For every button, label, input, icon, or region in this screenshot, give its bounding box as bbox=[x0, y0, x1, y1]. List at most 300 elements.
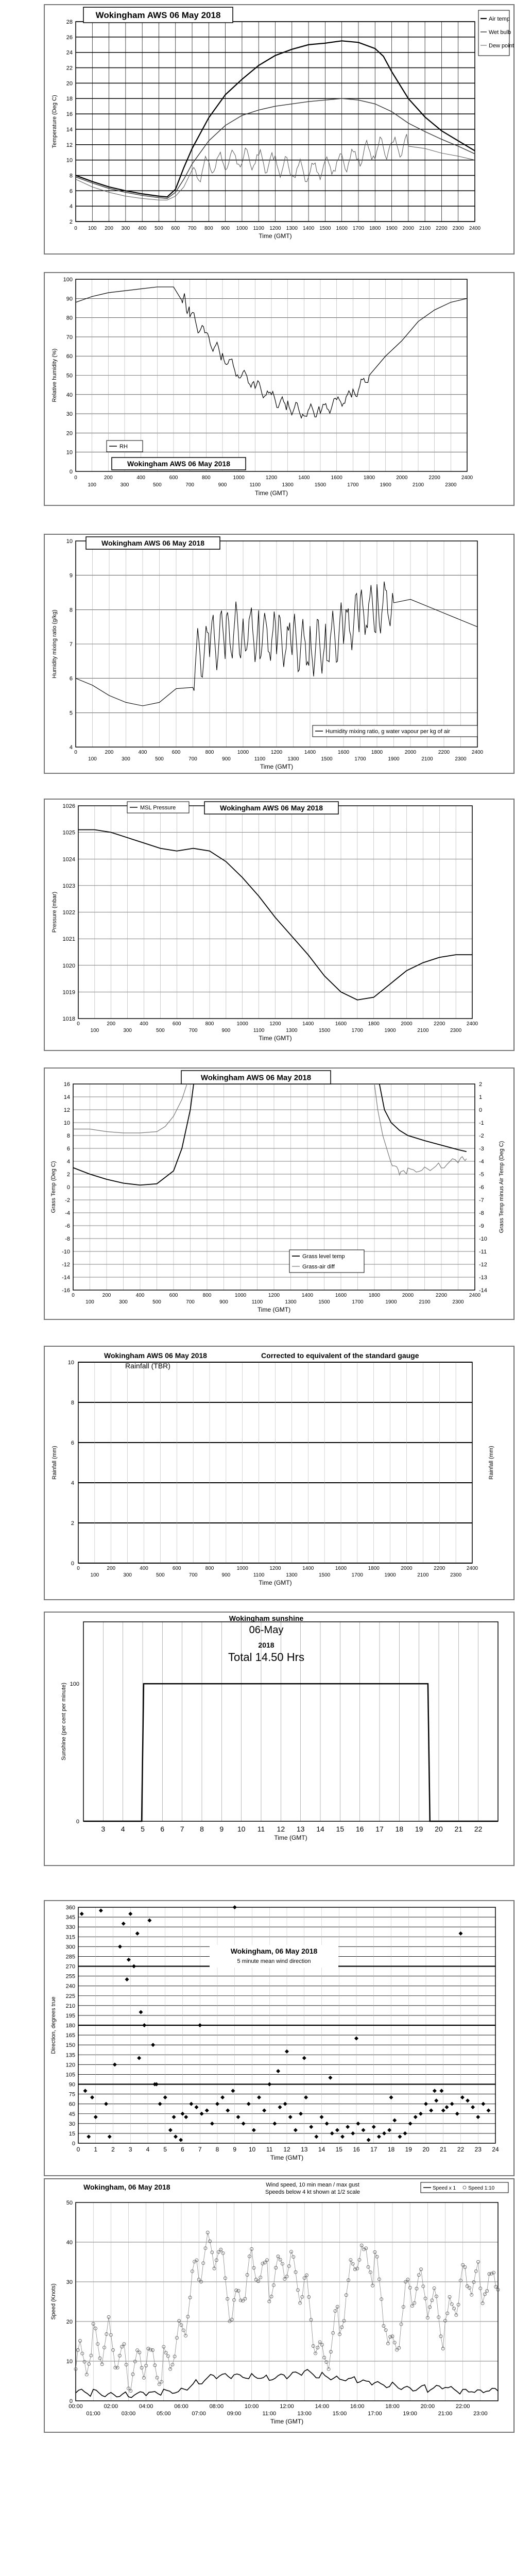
x-tick-label: 3 bbox=[128, 2146, 132, 2153]
direction-point bbox=[346, 2125, 350, 2129]
direction-point bbox=[257, 2095, 261, 2099]
direction-point bbox=[278, 2105, 282, 2109]
x-axis-label: Time (GMT) bbox=[257, 1306, 291, 1313]
x-tick-label: 0 bbox=[77, 1566, 80, 1571]
direction-point bbox=[424, 2102, 428, 2106]
x-tick-label: 500 bbox=[154, 226, 163, 231]
y-tick-label: 12 bbox=[66, 142, 73, 148]
x-tick-label: 1900 bbox=[385, 1299, 397, 1305]
x-tick-label: 08:00 bbox=[209, 2403, 224, 2410]
x-tick-label: 13 bbox=[301, 2146, 308, 2153]
x-tick-label: 500 bbox=[152, 1299, 161, 1305]
x-tick-label: 10 bbox=[248, 2146, 256, 2153]
x-tick-label: 2000 bbox=[401, 1021, 413, 1027]
y-tick-label: 20 bbox=[66, 2319, 73, 2325]
direction-point bbox=[147, 1918, 151, 1922]
y-tick-label: 1026 bbox=[62, 803, 75, 809]
x-tick-label: 1 bbox=[94, 2146, 98, 2153]
x-tick-label: 100 bbox=[88, 756, 97, 762]
direction-point bbox=[320, 2115, 324, 2119]
direction-point bbox=[354, 2036, 358, 2040]
direction-point bbox=[127, 1958, 131, 1962]
x-tick-label: 20:00 bbox=[420, 2403, 435, 2410]
x-tick-label: 2300 bbox=[450, 1028, 462, 1033]
x-tick-label: 800 bbox=[205, 1021, 214, 1027]
x-tick-label: 800 bbox=[205, 750, 214, 755]
x-tick-label: 200 bbox=[107, 1021, 116, 1027]
x-tick-label: 400 bbox=[138, 750, 147, 755]
x-tick-label: 2100 bbox=[417, 1572, 429, 1578]
chart-year: 2018 bbox=[258, 1641, 274, 1649]
x-tick-label: 1900 bbox=[386, 226, 398, 231]
x-tick-label: 0 bbox=[77, 1021, 80, 1027]
direction-point bbox=[247, 2102, 251, 2106]
x-tick-label: 16 bbox=[355, 1825, 364, 1833]
legend-label: Speed 1:10 bbox=[468, 2185, 495, 2191]
y-tick-label: 4 bbox=[69, 744, 73, 751]
direction-point bbox=[128, 1912, 132, 1916]
direction-point bbox=[304, 2095, 308, 2099]
y-tick-label: 315 bbox=[65, 1934, 75, 1941]
x-tick-label: 800 bbox=[201, 475, 211, 481]
x-tick-label: 100 bbox=[88, 226, 97, 231]
x-tick-label: 1800 bbox=[368, 1566, 380, 1571]
x-tick-label: 1100 bbox=[249, 482, 261, 488]
y-tick-label: 1021 bbox=[62, 936, 75, 943]
x-tick-label: 22:00 bbox=[455, 2403, 470, 2410]
wind-direction-panel bbox=[44, 1900, 514, 2176]
direction-point bbox=[113, 2062, 117, 2066]
y-tick-label: 0 bbox=[69, 469, 73, 475]
x-tick-label: 1100 bbox=[251, 1299, 263, 1305]
y-tick-label: 345 bbox=[65, 1914, 75, 1921]
direction-point bbox=[108, 2134, 112, 2139]
direction-point bbox=[172, 2115, 176, 2119]
y-tick-label: 4 bbox=[71, 1480, 74, 1486]
x-tick-label: 9 bbox=[233, 2146, 237, 2153]
direction-point bbox=[236, 2115, 241, 2119]
mixing-ratio-chart bbox=[45, 535, 511, 771]
x-tick-label: 18:00 bbox=[385, 2403, 400, 2410]
x-tick-label: 2400 bbox=[469, 226, 481, 231]
y-tick-label: 20 bbox=[66, 80, 73, 87]
y2-tick-label: -12 bbox=[479, 1262, 487, 1268]
x-tick-label: 4 bbox=[121, 1825, 125, 1833]
direction-point bbox=[262, 2108, 266, 2112]
y-tick-label: 30 bbox=[66, 2279, 73, 2285]
y-tick-label: 14 bbox=[63, 1094, 70, 1100]
y-tick-label: 90 bbox=[68, 2081, 75, 2088]
x-tick-label: 900 bbox=[221, 1028, 231, 1033]
direction-point bbox=[481, 2102, 485, 2106]
x-tick-label: 2100 bbox=[421, 756, 433, 762]
x-tick-label: 100 bbox=[90, 1572, 99, 1578]
x-tick-label: 1500 bbox=[321, 756, 333, 762]
direction-point bbox=[231, 2089, 235, 2093]
y-tick-label: 28 bbox=[66, 19, 73, 25]
x-tick-label: 07:00 bbox=[192, 2411, 206, 2417]
x-tick-label: 400 bbox=[135, 1293, 145, 1298]
x-tick-label: 19 bbox=[405, 2146, 412, 2153]
x-tick-label: 400 bbox=[138, 226, 147, 231]
direction-point bbox=[330, 2131, 334, 2136]
direction-point bbox=[441, 2108, 445, 2112]
y-tick-label: 9 bbox=[69, 572, 73, 579]
x-tick-label: 300 bbox=[119, 1299, 128, 1305]
direction-point bbox=[408, 2122, 413, 2126]
x-tick-label: 09:00 bbox=[227, 2411, 242, 2417]
x-tick-label: 500 bbox=[152, 482, 162, 488]
wind-speed-panel bbox=[44, 2178, 514, 2433]
x-tick-label: 1400 bbox=[302, 1021, 314, 1027]
x-axis-label: Time (GMT) bbox=[259, 232, 292, 240]
x-tick-label: 2300 bbox=[452, 226, 464, 231]
x-tick-label: 17:00 bbox=[368, 2411, 382, 2417]
y-tick-label: 100 bbox=[63, 277, 73, 283]
x-tick-label: 1500 bbox=[319, 226, 331, 231]
direction-point bbox=[267, 2082, 271, 2087]
x-tick-label: 1200 bbox=[268, 1293, 280, 1298]
direction-point bbox=[139, 2010, 143, 2014]
y-tick-label: -14 bbox=[62, 1275, 70, 1281]
x-tick-label: 1300 bbox=[286, 1572, 298, 1578]
y-tick-label: 225 bbox=[65, 1993, 75, 1999]
x-tick-label: 1600 bbox=[335, 1021, 347, 1027]
direction-point bbox=[314, 2134, 318, 2139]
x-tick-label: 6 bbox=[181, 2146, 184, 2153]
direction-point bbox=[285, 2049, 289, 2054]
x-tick-label: 500 bbox=[156, 1028, 165, 1033]
y-tick-label: 195 bbox=[65, 2012, 75, 2019]
x-tick-label: 2200 bbox=[428, 475, 440, 481]
y-tick-label: -4 bbox=[65, 1210, 70, 1216]
x-tick-label: 2300 bbox=[450, 1572, 462, 1578]
x-axis-label: Time (GMT) bbox=[270, 2418, 304, 2425]
y-tick-label: 70 bbox=[66, 334, 73, 341]
x-tick-label: 15 bbox=[336, 1825, 345, 1833]
x-tick-label: 18 bbox=[395, 1825, 404, 1833]
y-tick-label: 0 bbox=[71, 1561, 74, 1567]
direction-point bbox=[403, 2131, 407, 2136]
x-tick-label: 1200 bbox=[269, 1566, 281, 1571]
y-tick-label: 8 bbox=[71, 1400, 74, 1406]
x-tick-label: 600 bbox=[169, 1293, 178, 1298]
direction-point bbox=[325, 2122, 329, 2126]
sunshine-panel bbox=[44, 1612, 514, 1866]
legend-label: Air temp bbox=[489, 16, 510, 22]
x-tick-label: 1300 bbox=[286, 226, 298, 231]
y-tick-label: 165 bbox=[65, 2032, 75, 2039]
x-tick-label: 100 bbox=[85, 1299, 94, 1305]
x-tick-label: 2000 bbox=[396, 475, 408, 481]
x-axis-label: Time (GMT) bbox=[254, 489, 288, 497]
chart-title: Wokingham sunshine bbox=[229, 1614, 304, 1622]
x-tick-label: 2400 bbox=[466, 1566, 478, 1571]
y-tick-label: 6 bbox=[69, 188, 73, 195]
x-tick-label: 2200 bbox=[434, 1566, 445, 1571]
x-tick-label: 21:00 bbox=[438, 2411, 453, 2417]
x-tick-label: 2200 bbox=[434, 1021, 445, 1027]
x-tick-label: 22 bbox=[474, 1825, 483, 1833]
direction-point bbox=[419, 2112, 423, 2116]
direction-point bbox=[335, 2128, 339, 2132]
x-tick-label: 14 bbox=[318, 2146, 325, 2153]
x-tick-label: 13 bbox=[296, 1825, 305, 1833]
x-axis-label: Time (GMT) bbox=[270, 2154, 304, 2161]
direction-point bbox=[351, 2131, 355, 2136]
direction-point bbox=[288, 2115, 293, 2119]
x-tick-label: 800 bbox=[205, 1566, 214, 1571]
y-tick-label: 0 bbox=[76, 1819, 79, 1825]
chart-date: 06-May bbox=[249, 1624, 284, 1636]
x-tick-label: 1000 bbox=[234, 1293, 247, 1298]
direction-point bbox=[398, 2134, 402, 2139]
x-tick-label: 2300 bbox=[445, 482, 457, 488]
y-tick-label: 2 bbox=[66, 1172, 70, 1178]
y-tick-label: 180 bbox=[65, 2023, 75, 2029]
y2-tick-label: -14 bbox=[479, 1287, 487, 1294]
y-tick-label: 300 bbox=[65, 1944, 75, 1951]
x-tick-label: 2000 bbox=[404, 750, 417, 755]
x-tick-label: 600 bbox=[171, 226, 180, 231]
y-tick-label: 8 bbox=[69, 607, 73, 614]
y-tick-label: 5 bbox=[69, 710, 73, 717]
direction-point bbox=[362, 2128, 366, 2132]
y-tick-label: 0 bbox=[66, 1184, 70, 1191]
x-tick-label: 700 bbox=[188, 1028, 198, 1033]
chart-title: Wokingham AWS 06 May 2018 bbox=[127, 459, 230, 468]
rainfall-chart bbox=[45, 1347, 511, 1597]
direction-point bbox=[372, 2125, 376, 2129]
y-tick-label: 30 bbox=[68, 2121, 75, 2127]
x-tick-label: 1600 bbox=[336, 226, 348, 231]
y-tick-label: 0 bbox=[72, 2141, 75, 2147]
y-tick-label: 2 bbox=[69, 219, 73, 225]
x-tick-label: 21 bbox=[440, 2146, 447, 2153]
x-tick-label: 1200 bbox=[270, 750, 283, 755]
x-tick-label: 800 bbox=[202, 1293, 212, 1298]
direction-point bbox=[439, 2089, 443, 2093]
x-tick-label: 06:00 bbox=[174, 2403, 188, 2410]
y-tick-label: 270 bbox=[65, 1963, 75, 1970]
direction-point bbox=[299, 2112, 303, 2116]
y2-tick-label: -6 bbox=[479, 1184, 484, 1191]
y-tick-label: 4 bbox=[69, 204, 73, 210]
x-tick-label: 1500 bbox=[318, 1299, 330, 1305]
x-tick-label: 2 bbox=[111, 2146, 115, 2153]
x-tick-label: 3 bbox=[101, 1825, 106, 1833]
x-tick-label: 900 bbox=[221, 226, 230, 231]
x-tick-label: 800 bbox=[204, 226, 213, 231]
direction-point bbox=[389, 2095, 393, 2099]
direction-point bbox=[205, 2108, 209, 2112]
x-tick-label: 1200 bbox=[265, 475, 278, 481]
x-tick-label: 300 bbox=[123, 1028, 132, 1033]
x-tick-label: 2100 bbox=[419, 1299, 431, 1305]
x-tick-label: 0 bbox=[76, 2146, 80, 2153]
direction-point bbox=[272, 2122, 277, 2126]
x-tick-label: 900 bbox=[222, 756, 231, 762]
x-tick-label: 700 bbox=[188, 756, 197, 762]
direction-point bbox=[198, 2023, 202, 2027]
y-axis-label: Temperature (Deg C) bbox=[52, 95, 58, 148]
x-tick-label: 1000 bbox=[236, 226, 248, 231]
x-tick-label: 01:00 bbox=[86, 2411, 100, 2417]
direction-point bbox=[302, 2056, 306, 2060]
x-tick-label: 1300 bbox=[286, 1028, 298, 1033]
y-tick-label: 0 bbox=[69, 2398, 73, 2404]
sunshine-line bbox=[83, 1684, 498, 1821]
x-tick-label: 900 bbox=[219, 1299, 228, 1305]
x-tick-label: 400 bbox=[140, 1566, 148, 1571]
wind-speed-chart bbox=[45, 2179, 511, 2430]
direction-point bbox=[233, 1905, 237, 1909]
x-tick-label: 12 bbox=[277, 1825, 285, 1833]
y-tick-label: 50 bbox=[66, 2200, 73, 2206]
x-tick-label: 0 bbox=[72, 1293, 75, 1298]
direction-point bbox=[168, 2128, 173, 2132]
x-tick-label: 600 bbox=[169, 475, 178, 481]
x-tick-label: 200 bbox=[105, 750, 114, 755]
y-tick-label: 50 bbox=[66, 372, 73, 379]
x-tick-label: 00:00 bbox=[68, 2403, 83, 2410]
chart-note: Corrected to equivalent of the standard gauge bbox=[261, 1351, 419, 1360]
x-tick-label: 1900 bbox=[388, 756, 400, 762]
direction-point bbox=[356, 2122, 360, 2126]
x-tick-label: 19 bbox=[415, 1825, 423, 1833]
direction-point bbox=[466, 2098, 470, 2103]
y2-tick-label: -13 bbox=[479, 1275, 487, 1281]
y2-tick-label: -5 bbox=[479, 1172, 484, 1178]
x-tick-label: 03:00 bbox=[121, 2411, 136, 2417]
y-tick-label: 10 bbox=[67, 1360, 74, 1366]
x-tick-label: 1800 bbox=[368, 1021, 380, 1027]
x-tick-label: 300 bbox=[122, 756, 130, 762]
chart-title: Wokingham AWS 06 May 2018 bbox=[220, 803, 323, 812]
x-tick-label: 900 bbox=[221, 1572, 231, 1578]
x-tick-label: 2400 bbox=[461, 475, 473, 481]
y2-tick-label: 0 bbox=[479, 1107, 483, 1113]
x-tick-label: 1700 bbox=[351, 1028, 363, 1033]
x-tick-label: 17 bbox=[370, 2146, 377, 2153]
y-tick-label: 1018 bbox=[62, 1016, 75, 1022]
x-tick-label: 1000 bbox=[236, 1566, 248, 1571]
x-tick-label: 23:00 bbox=[473, 2411, 488, 2417]
grass-temp-chart bbox=[45, 1069, 511, 1317]
x-tick-label: 200 bbox=[105, 226, 113, 231]
direction-point bbox=[215, 2102, 219, 2106]
x-tick-label: 100 bbox=[88, 482, 97, 488]
x-tick-label: 600 bbox=[172, 1021, 181, 1027]
direction-point bbox=[90, 2095, 94, 2099]
direction-point bbox=[99, 1908, 103, 1912]
sunshine-chart bbox=[45, 1613, 511, 1863]
x-tick-label: 1700 bbox=[352, 1299, 364, 1305]
x-tick-label: 16 bbox=[353, 2146, 360, 2153]
y-tick-label: 60 bbox=[66, 353, 73, 360]
x-tick-label: 2200 bbox=[436, 226, 448, 231]
direction-point bbox=[252, 2128, 256, 2132]
y-tick-label: 210 bbox=[65, 2003, 75, 2009]
x-tick-label: 11 bbox=[266, 2146, 273, 2153]
x-tick-label: 500 bbox=[155, 756, 164, 762]
chart-total: Total 14.50 Hrs bbox=[228, 1651, 304, 1664]
x-tick-label: 2200 bbox=[438, 750, 450, 755]
x-tick-label: 1700 bbox=[351, 1572, 363, 1578]
x-tick-label: 500 bbox=[156, 1572, 165, 1578]
x-tick-label: 10:00 bbox=[244, 2403, 259, 2410]
y2-tick-label: -11 bbox=[479, 1249, 487, 1255]
y-axis-label: Sunshine (per cent per minute) bbox=[61, 1682, 67, 1761]
chart-title: Wokingham AWS 06 May 2018 bbox=[104, 1351, 207, 1360]
y-tick-label: 30 bbox=[66, 411, 73, 418]
x-tick-label: 1800 bbox=[363, 475, 375, 481]
y-tick-label: 135 bbox=[65, 2052, 75, 2059]
humidity-panel bbox=[44, 272, 514, 506]
y-tick-label: 75 bbox=[68, 2091, 75, 2098]
x-tick-label: 1600 bbox=[335, 1566, 347, 1571]
x-tick-label: 23 bbox=[474, 2146, 482, 2153]
direction-point bbox=[174, 2134, 178, 2139]
x-tick-label: 2300 bbox=[455, 756, 467, 762]
chart-title: Wokingham AWS 06 May 2018 bbox=[101, 538, 204, 547]
x-tick-label: 1900 bbox=[384, 1028, 396, 1033]
x-tick-label: 1100 bbox=[254, 756, 266, 762]
x-tick-label: 15:00 bbox=[332, 2411, 347, 2417]
x-tick-label: 1900 bbox=[380, 482, 391, 488]
legend-label: Dew point bbox=[489, 43, 514, 49]
pressure-panel bbox=[44, 799, 514, 1051]
direction-point bbox=[104, 2102, 108, 2106]
x-tick-label: 16:00 bbox=[350, 2403, 365, 2410]
y2-tick-label: -10 bbox=[479, 1236, 487, 1242]
y-tick-label: -8 bbox=[65, 1236, 70, 1242]
x-tick-label: 1900 bbox=[384, 1572, 396, 1578]
x-tick-label: 1600 bbox=[335, 1293, 347, 1298]
direction-point bbox=[189, 2102, 193, 2106]
direction-point bbox=[460, 2095, 465, 2099]
x-tick-label: 2400 bbox=[469, 1293, 481, 1298]
y-tick-label: 60 bbox=[68, 2101, 75, 2108]
y-tick-label: 6 bbox=[69, 675, 73, 682]
y-tick-label: 10 bbox=[66, 538, 73, 545]
y2-tick-label: -3 bbox=[479, 1146, 484, 1152]
y-tick-label: 18 bbox=[66, 96, 73, 103]
x-tick-label: 17 bbox=[375, 1825, 384, 1833]
x-tick-label: 12 bbox=[283, 2146, 290, 2153]
x-tick-label: 1500 bbox=[314, 482, 327, 488]
x-tick-label: 2400 bbox=[471, 750, 484, 755]
y-tick-label: -10 bbox=[62, 1249, 70, 1255]
x-tick-label: 700 bbox=[185, 482, 195, 488]
direction-point bbox=[328, 2076, 332, 2080]
y-tick-label: 100 bbox=[70, 1681, 79, 1688]
y-tick-label: 1025 bbox=[62, 829, 75, 836]
y-axis-label: Humidity mixing ratio (g/kg) bbox=[52, 609, 58, 679]
y-tick-label: 10 bbox=[66, 2359, 73, 2365]
y-tick-label: 22 bbox=[66, 65, 73, 72]
direction-point bbox=[181, 2112, 185, 2116]
grass-temp-line bbox=[73, 1084, 194, 1185]
direction-point bbox=[414, 2115, 418, 2119]
x-tick-label: 22 bbox=[457, 2146, 465, 2153]
y-tick-label: 8 bbox=[66, 1133, 70, 1139]
y-tick-label: 4 bbox=[66, 1159, 70, 1165]
direction-point bbox=[83, 2089, 88, 2093]
direction-point bbox=[387, 2128, 391, 2132]
direction-point bbox=[429, 2108, 433, 2112]
x-tick-label: 1600 bbox=[331, 475, 342, 481]
